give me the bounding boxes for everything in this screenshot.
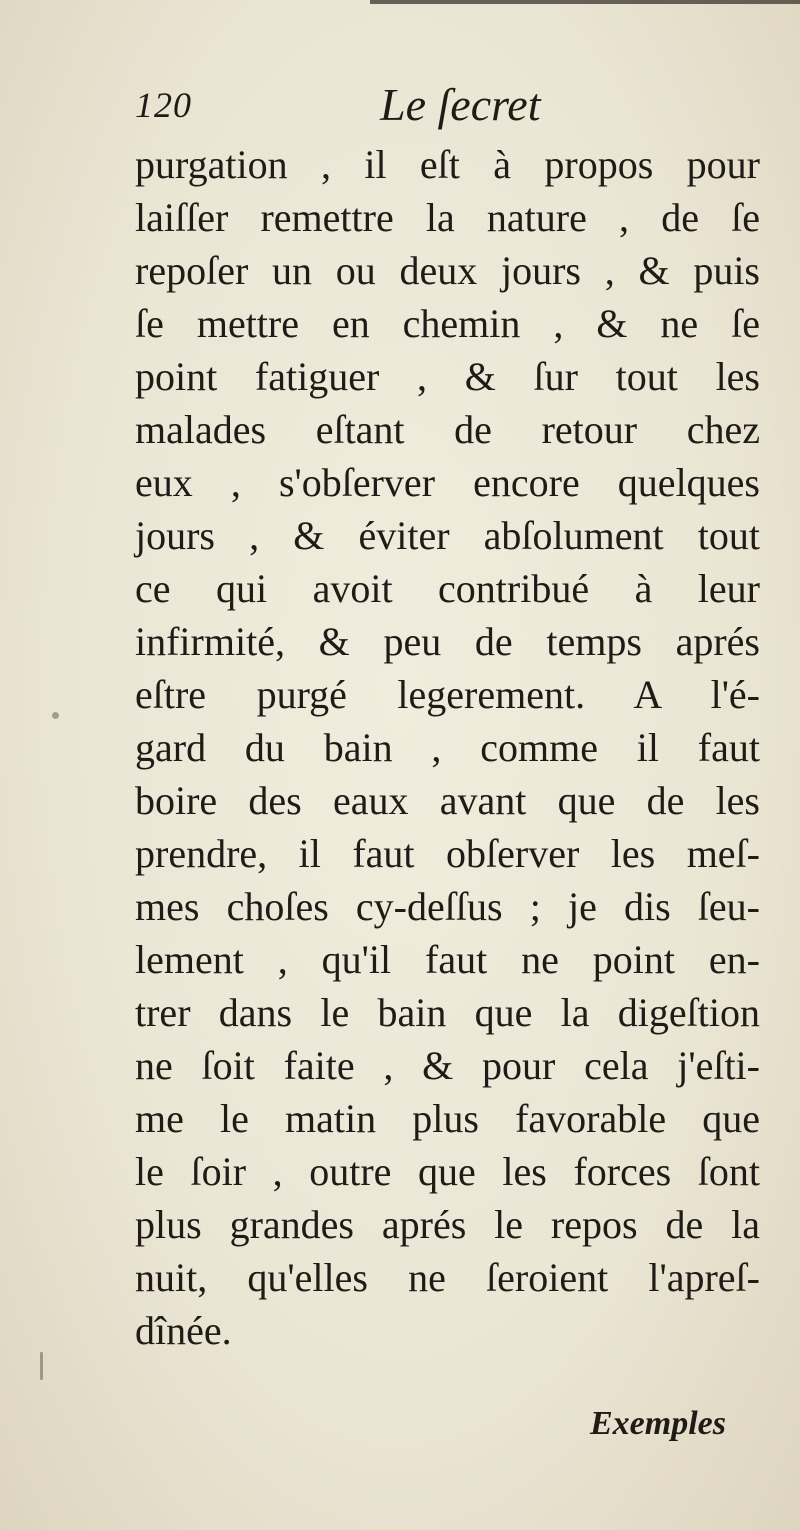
text-line: infirmité, & peu de temps aprés	[135, 619, 760, 664]
text-line: eſtre purgé legerement. A l'é-	[135, 672, 760, 717]
running-head: Le ſecret	[380, 79, 541, 130]
page-header	[135, 78, 755, 138]
paper-speck	[52, 712, 59, 719]
text-line: mes choſes cy-deſſus ; je dis ſeu-	[135, 884, 760, 929]
text-line: ſe mettre en chemin , & ne ſe	[135, 301, 760, 346]
text-line: lement , qu'il faut ne point en-	[135, 937, 760, 982]
page-number: 120	[135, 85, 192, 125]
text-line: prendre, il faut obſerver les meſ-	[135, 831, 760, 876]
catchword: Exemples	[590, 1405, 726, 1442]
paper-speck	[40, 1352, 43, 1380]
text-line: point fatiguer , & ſur tout les	[135, 354, 760, 399]
text-line: nuit, qu'elles ne ſeroient l'apreſ-	[135, 1255, 760, 1300]
text-line: repoſer un ou deux jours , & puis	[135, 248, 760, 293]
text-line: malades eſtant de retour chez	[135, 407, 760, 452]
text-line: le ſoir , outre que les forces ſont	[135, 1149, 760, 1194]
text-line: eux , s'obſerver encore quelques	[135, 460, 760, 505]
text-line: plus grandes aprés le repos de la	[135, 1202, 760, 1247]
text-line: purgation , il eſt à propos pour	[135, 142, 760, 187]
text-line: ne ſoit faite , & pour cela j'eſti-	[135, 1043, 760, 1088]
text-line: ce qui avoit contribué à leur	[135, 566, 760, 611]
text-line: dînée.	[135, 1308, 232, 1353]
top-edge-shadow	[370, 0, 800, 4]
text-line: me le matin plus favorable que	[135, 1096, 760, 1141]
text-line: jours , & éviter abſolument tout	[135, 513, 760, 558]
text-line: boire des eaux avant que de les	[135, 778, 760, 823]
body-text	[135, 138, 760, 1357]
text-line: laiſſer remettre la nature , de ſe	[135, 195, 760, 240]
text-line: gard du bain , comme il faut	[135, 725, 760, 770]
text-line: trer dans le bain que la digeſtion	[135, 990, 760, 1035]
